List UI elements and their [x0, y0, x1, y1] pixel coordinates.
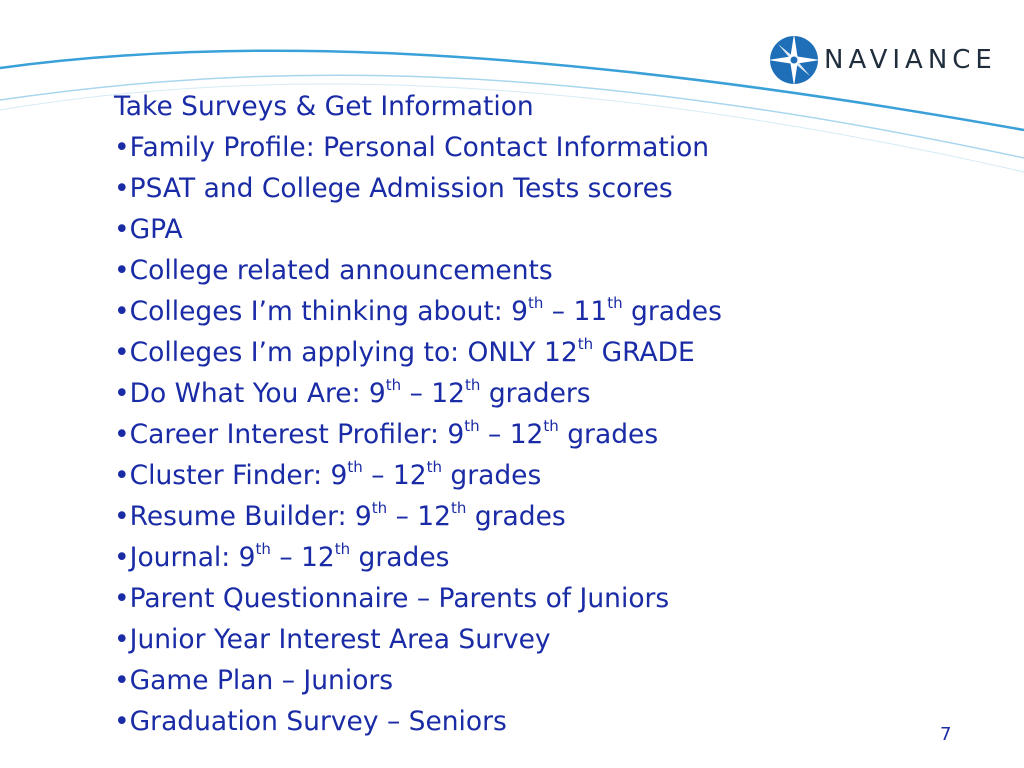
bullet-icon: •: [114, 542, 130, 573]
list-item-text: Game Plan – Juniors: [129, 665, 394, 696]
list-item: [114, 373, 914, 414]
list-item-text: – 12: [362, 460, 427, 491]
list-item-text: grades: [466, 501, 566, 532]
ordinal-suffix: th: [451, 499, 467, 518]
ordinal-suffix: th: [607, 294, 623, 313]
ordinal-suffix: th: [347, 458, 363, 477]
bullet-icon: •: [114, 337, 130, 368]
list-item: [114, 291, 914, 332]
list-item-text: – 12: [479, 419, 544, 450]
compass-star-icon: [766, 32, 822, 88]
list-item-text: Do What You Are: 9: [129, 378, 386, 409]
list-item-text: – 12: [401, 378, 466, 409]
bullet-icon: •: [114, 624, 130, 655]
bullet-icon: •: [114, 296, 130, 327]
list-item-text: College related announcements: [129, 255, 553, 286]
list-item: [114, 619, 914, 660]
list-item: [114, 332, 914, 373]
list-item: [114, 701, 914, 742]
list-item-text: Journal: 9: [129, 542, 256, 573]
naviance-logo: [766, 32, 1006, 88]
bullet-icon: •: [114, 173, 130, 204]
list-item-text: Parent Questionnaire – Parents of Juniors: [129, 583, 670, 614]
list-item: [114, 209, 914, 250]
list-item: [114, 168, 914, 209]
list-item: [114, 660, 914, 701]
list-item-text: GRADE: [593, 337, 695, 368]
list-item-text: grades: [558, 419, 659, 450]
list-item-text: – 12: [270, 542, 335, 573]
list-item-text: grades: [350, 542, 450, 573]
ordinal-suffix: th: [426, 458, 442, 477]
list-item-text: Career Interest Profiler: 9: [129, 419, 465, 450]
list-item-text: Family Profile: Personal Contact Information: [129, 132, 710, 163]
list-item-text: PSAT and College Admission Tests scores: [129, 173, 673, 204]
bullet-icon: •: [114, 665, 130, 696]
list-item-text: Colleges I’m applying to: ONLY 12: [129, 337, 578, 368]
list-item-text: Colleges I’m thinking about: 9: [129, 296, 528, 327]
bullet-icon: •: [114, 214, 130, 245]
bullet-icon: •: [114, 460, 130, 491]
list-item-text: graders: [480, 378, 591, 409]
list-item: [114, 414, 914, 455]
list-item-text: grades: [622, 296, 722, 327]
list-item-text: grades: [441, 460, 542, 491]
bullet-icon: •: [114, 501, 130, 532]
list-item-text: – 11: [543, 296, 608, 327]
list-item-text: Resume Builder: 9: [129, 501, 372, 532]
ordinal-suffix: th: [464, 417, 480, 436]
ordinal-suffix: th: [577, 335, 594, 354]
list-item-text: – 12: [387, 501, 451, 532]
slide-content: [114, 86, 914, 742]
bullet-icon: •: [114, 419, 130, 450]
list-item-text: Junior Year Interest Area Survey: [129, 624, 551, 655]
list-item: [114, 250, 914, 291]
list-item: [114, 496, 914, 537]
ordinal-suffix: th: [543, 417, 559, 436]
list-item-text: GPA: [129, 214, 183, 245]
ordinal-suffix: th: [334, 540, 351, 559]
bullet-icon: •: [114, 583, 130, 614]
bullet-icon: •: [114, 378, 130, 409]
list-item: [114, 127, 914, 168]
list-item: [114, 537, 914, 578]
bullet-icon: •: [114, 132, 130, 163]
list-item-text: Cluster Finder: 9: [129, 460, 348, 491]
ordinal-suffix: th: [527, 294, 544, 313]
bullet-icon: •: [114, 706, 130, 737]
ordinal-suffix: th: [465, 376, 481, 395]
logo-wordmark: NAVIANCE: [824, 45, 997, 75]
ordinal-suffix: th: [385, 376, 402, 395]
list-item-text: Graduation Survey – Seniors: [129, 706, 507, 737]
bullet-list: [114, 127, 914, 742]
bullet-icon: •: [114, 255, 130, 286]
ordinal-suffix: th: [371, 499, 388, 518]
slide-heading: Take Surveys & Get Information: [114, 91, 534, 122]
list-item: [114, 455, 914, 496]
list-item: [114, 578, 914, 619]
page-number: 7: [940, 724, 952, 745]
ordinal-suffix: th: [255, 540, 271, 559]
